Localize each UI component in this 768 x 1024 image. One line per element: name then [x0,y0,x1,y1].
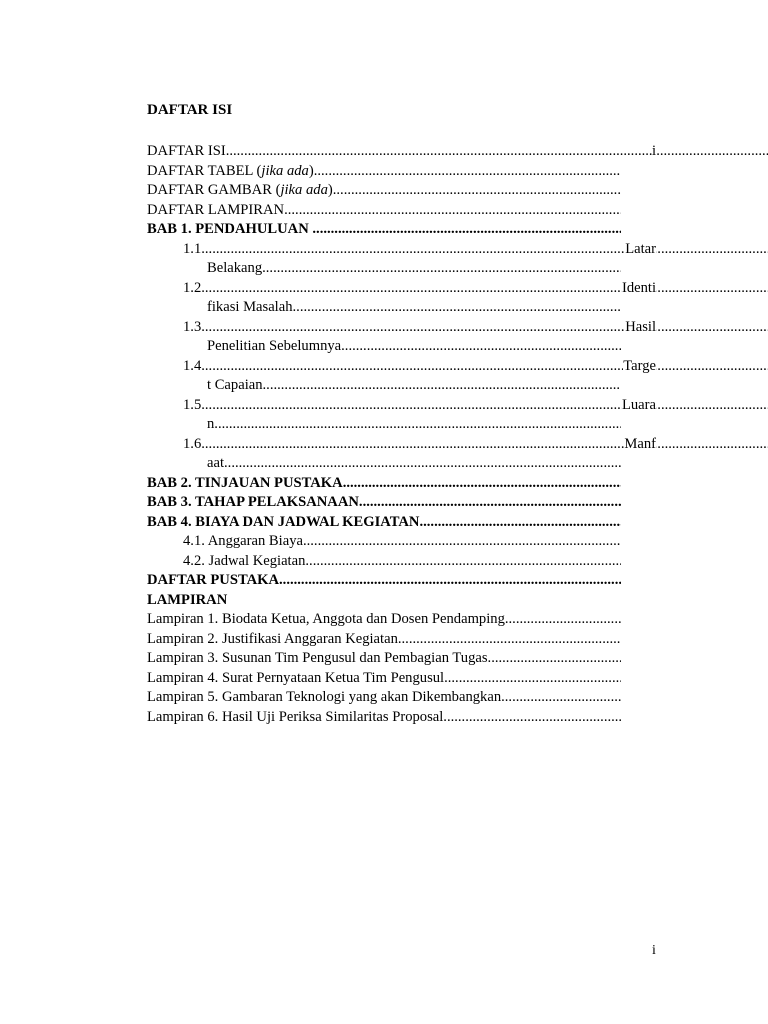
toc-entry-lampiran-1: Lampiran 1. Biodata Ketua, Anggota dan Dosen Pendamping ..... [147,610,621,630]
toc-entry-1-1-cont: Belakang ..... [147,259,621,279]
toc-entry-lampiran-6: Lampiran 6. Hasil Uji Periksa Similaritas Proposal ..... [147,708,621,728]
toc-entry-1-2: 1.2 ..... Identi [147,279,621,299]
toc-entry-4-1: 4.1. Anggaran Biaya ..... [147,532,621,552]
page-title: DAFTAR ISI [147,102,233,118]
toc-entry-daftar-tabel: DAFTAR TABEL (jika ada) ..... [147,162,621,182]
toc-entry-daftar-lampiran: DAFTAR LAMPIRAN ..... [147,201,621,221]
toc-entry-1-5-cont: n ..... [147,415,621,435]
toc-entry-bab-1: BAB 1. PENDAHULUAN ..... [147,220,621,240]
toc-entry-lampiran-3: Lampiran 3. Susunan Tim Pengusul dan Pembagian Tugas ..... [147,649,621,669]
toc-page-number: i [652,142,656,162]
toc-entry-lampiran-2: Lampiran 2. Justifikasi Anggaran Kegiatan ..... [147,630,621,650]
toc-entry-1-1: 1.1 ..... Latar [147,240,621,260]
toc-entry-lampiran: LAMPIRAN [147,591,228,608]
toc-entry-1-4-cont: t Capaian ..... [147,376,621,396]
toc-entry-1-5: 1.5 ..... Luara [147,396,621,416]
toc-entry-1-6: 1.6 ..... Manf [147,435,621,455]
toc-entry-daftar-gambar: DAFTAR GAMBAR (jika ada) ..... [147,181,621,201]
toc-entry-bab-4: BAB 4. BIAYA DAN JADWAL KEGIATAN ..... [147,513,621,533]
toc-entry-bab-2: BAB 2. TINJAUAN PUSTAKA ..... [147,474,621,494]
toc-entry-daftar-isi: DAFTAR ISI ..... i [147,142,621,162]
toc-entry-4-2: 4.2. Jadwal Kegiatan ..... [147,552,621,572]
toc-entry-1-3: 1.3 ..... Hasil [147,318,621,338]
toc-entry-1-4: 1.4 ..... Targe [147,357,621,377]
toc-entry-lampiran-5: Lampiran 5. Gambaran Teknologi yang akan Dikembangkan ..... [147,688,621,708]
toc-entry-1-3-cont: Penelitian Sebelumnya ..... [147,337,621,357]
toc-entry-daftar-pustaka: DAFTAR PUSTAKA ..... [147,571,621,591]
toc-entry-lampiran-4: Lampiran 4. Surat Pernyataan Ketua Tim Pengusul ..... [147,669,621,689]
toc-entry-1-2-cont: fikasi Masalah ..... [147,298,621,318]
toc-entry-1-6-cont: aat ..... [147,454,621,474]
page-number: i [652,943,656,958]
toc-entry-bab-3: BAB 3. TAHAP PELAKSANAAN ..... [147,493,621,513]
table-of-contents [147,142,656,727]
